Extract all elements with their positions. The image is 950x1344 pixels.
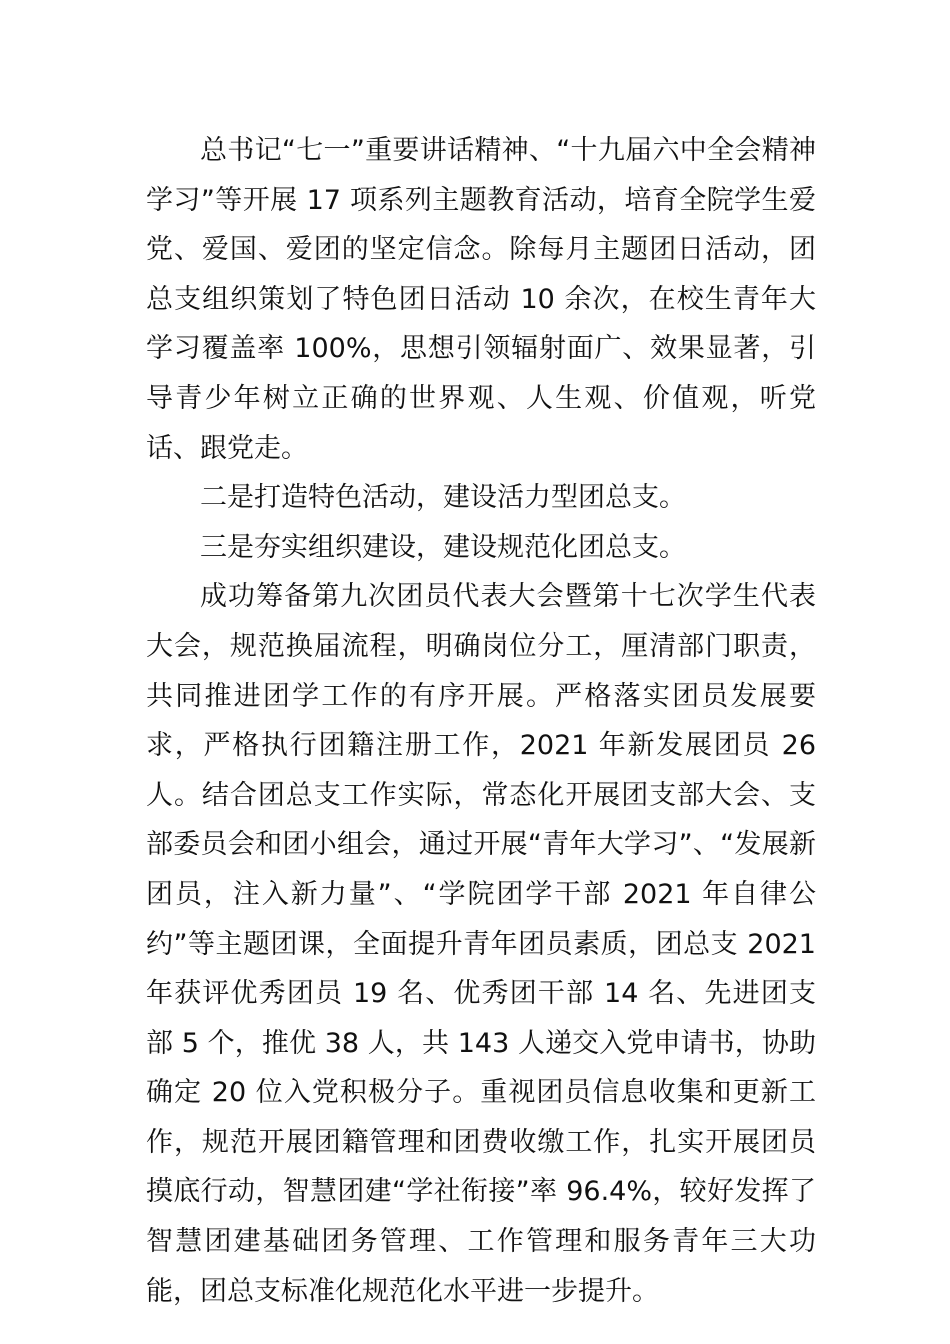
paragraph-heading-two: 二是打造特色活动，建设活力型团总支。 xyxy=(200,482,686,514)
document-body xyxy=(146,126,816,1316)
paragraph-continued-activities: 总书记“七一”重要讲话精神、“十九届六中全会精神学习”等开展 17 项系列主题教育活动，培育全院学生爱党、爱国、爱团的坚定信念。除每月主题团日活动，团总支组织策划了特色团日活动 10 余次，在校生青年大学习覆盖率 100%，思想引领辐射面广、效果显著，引导青少年树立正确的世界观、人生观、价值观，听党话、跟党走。 xyxy=(146,135,816,464)
paragraph-organization-building: 成功筹备第九次团员代表大会暨第十七次学生代表大会，规范换届流程，明确岗位分工，厘清部门职责，共同推进团学工作的有序开展。严格落实团员发展要求，严格执行团籍注册工作，2021 年新发展团员 26 人。结合团总支工作实际，常态化开展团支部大会、支部委员会和团小组会，通过开展“青年大学习”、“发展新团员，注入新力量”、“学院团学干部 2021 年自律公约”等主题团课，全面提升青年团员素质，团总支 2021 年获评优秀团员 19 名、优秀团干部 14 名、先进团支部 5 个，推优 38 人，共 143 人递交入党申请书，协助确定 20 位入党积极分子。重视团员信息收集和更新工作，规范开展团籍管理和团费收缴工作，扎实开展团员摸底行动，智慧团建“学社衔接”率 96.4%，较好发挥了智慧团建基础团务管理、工作管理和服务青年三大功能，团总支标准化规范化水平进一步提升。 xyxy=(146,581,816,1307)
paragraph-heading-three: 三是夯实组织建设，建设规范化团总支。 xyxy=(200,531,686,563)
